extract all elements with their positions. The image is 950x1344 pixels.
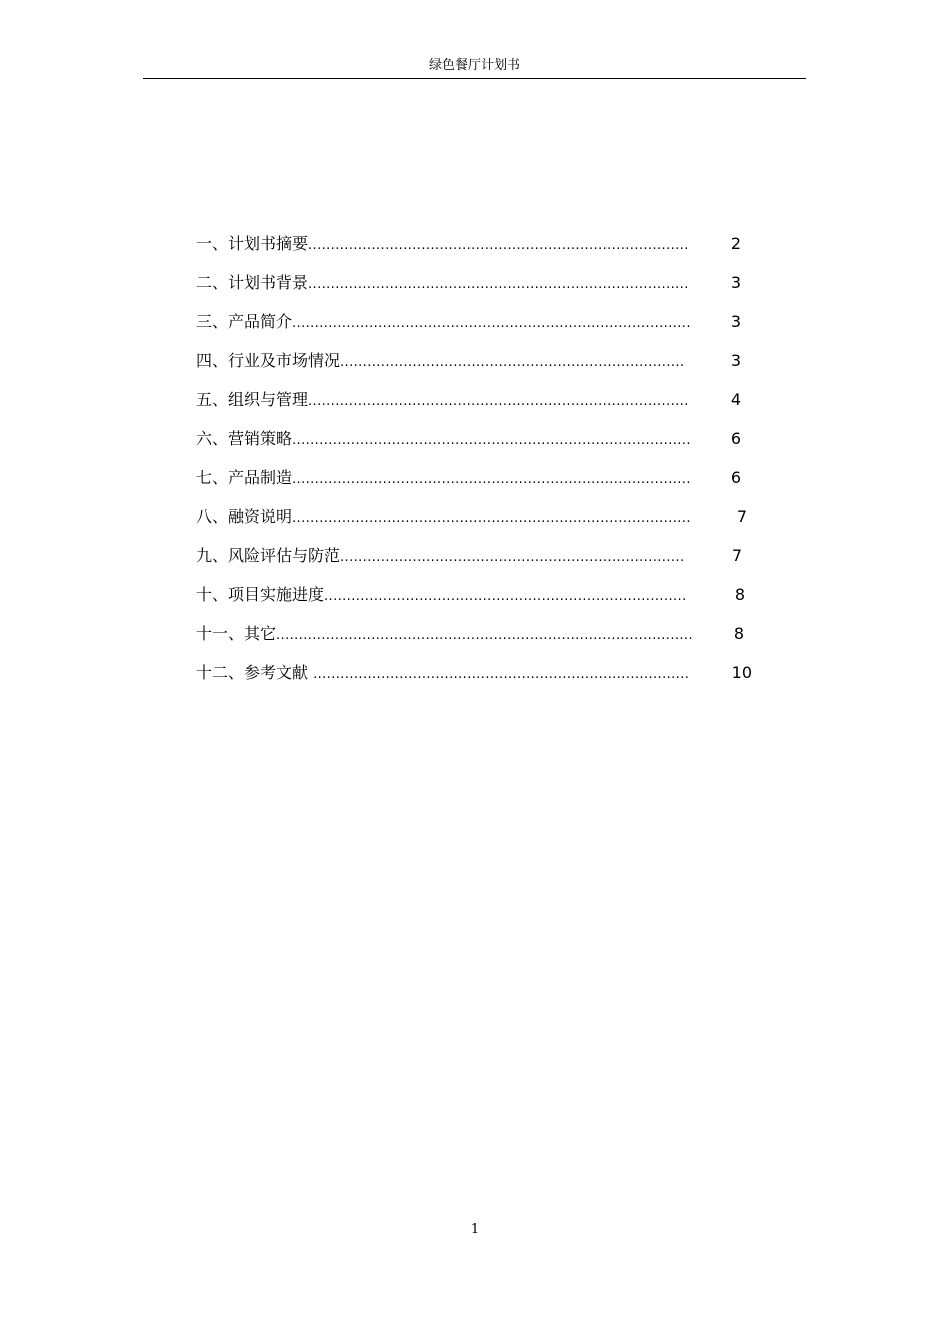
toc-entry[interactable] <box>196 388 741 412</box>
toc-entry[interactable] <box>196 310 741 334</box>
page-header <box>143 56 806 79</box>
toc-dot-leader: ............................................................................ <box>340 550 685 565</box>
toc-entry-label: 六、营销策略 <box>196 429 293 448</box>
toc-entry-label: 一、计划书摘要 <box>196 234 309 253</box>
toc-dot-leader: .................................................................................... <box>308 277 689 292</box>
toc-entry-label: 五、组织与管理 <box>196 390 309 409</box>
toc-entry[interactable] <box>196 505 747 529</box>
toc-page-number: 3 <box>730 312 741 331</box>
toc-dot-leader: ........................................................................................ <box>292 433 691 448</box>
toc-dot-leader: .................................................................................... <box>308 238 689 253</box>
toc-dot-leader: ........................................................................................ <box>292 511 691 526</box>
document-title: 绿色餐厅计划书 <box>428 58 520 73</box>
toc-entry[interactable] <box>196 466 741 490</box>
toc-page-number: 7 <box>731 546 742 565</box>
toc-entry-label: 四、行业及市场情况 <box>196 351 341 370</box>
page-number: 1 <box>470 1222 480 1237</box>
toc-page-number: 7 <box>731 507 747 526</box>
toc-entry-label: 十二、参考文献 <box>196 663 314 682</box>
toc-dot-leader: ................................................................................ <box>324 589 687 604</box>
toc-dot-leader: ........................................................................................ <box>292 472 691 487</box>
toc-entry[interactable] <box>196 544 742 568</box>
toc-entry-label: 七、产品制造 <box>196 468 293 487</box>
toc-entry-label: 三、产品简介 <box>196 312 293 331</box>
toc-dot-leader: ................................................................................... <box>313 667 690 682</box>
toc-page-number: 8 <box>734 585 745 604</box>
toc-entry-label: 十一、其它 <box>196 624 277 643</box>
toc-entry[interactable] <box>196 622 744 646</box>
toc-page-number: 6 <box>730 468 741 487</box>
toc-page-number: 3 <box>730 351 741 370</box>
toc-entry[interactable] <box>196 427 741 451</box>
toc-entry[interactable] <box>196 232 741 256</box>
toc-entry-label: 十、项目实施进度 <box>196 585 325 604</box>
toc-entry[interactable] <box>196 271 741 295</box>
toc-dot-leader: ........................................................................................ <box>292 316 691 331</box>
toc-page-number: 6 <box>730 429 741 448</box>
toc-entry[interactable] <box>196 583 745 607</box>
toc-page-number: 4 <box>730 390 741 409</box>
toc-dot-leader: .................................................................................... <box>308 394 689 409</box>
toc-entry-label: 八、融资说明 <box>196 507 293 526</box>
toc-page-number: 10 <box>731 663 752 682</box>
toc-entry[interactable] <box>196 349 741 373</box>
toc-page-number: 2 <box>730 234 741 253</box>
toc-dot-leader: ............................................................................................ <box>276 628 693 643</box>
toc-page-number: 8 <box>733 624 744 643</box>
toc-page-number: 3 <box>730 273 741 292</box>
toc-dot-leader: ............................................................................ <box>340 355 685 370</box>
toc-entry-label: 九、风险评估与防范 <box>196 546 341 565</box>
toc-entry[interactable] <box>196 661 752 685</box>
toc-entry-label: 二、计划书背景 <box>196 273 309 292</box>
